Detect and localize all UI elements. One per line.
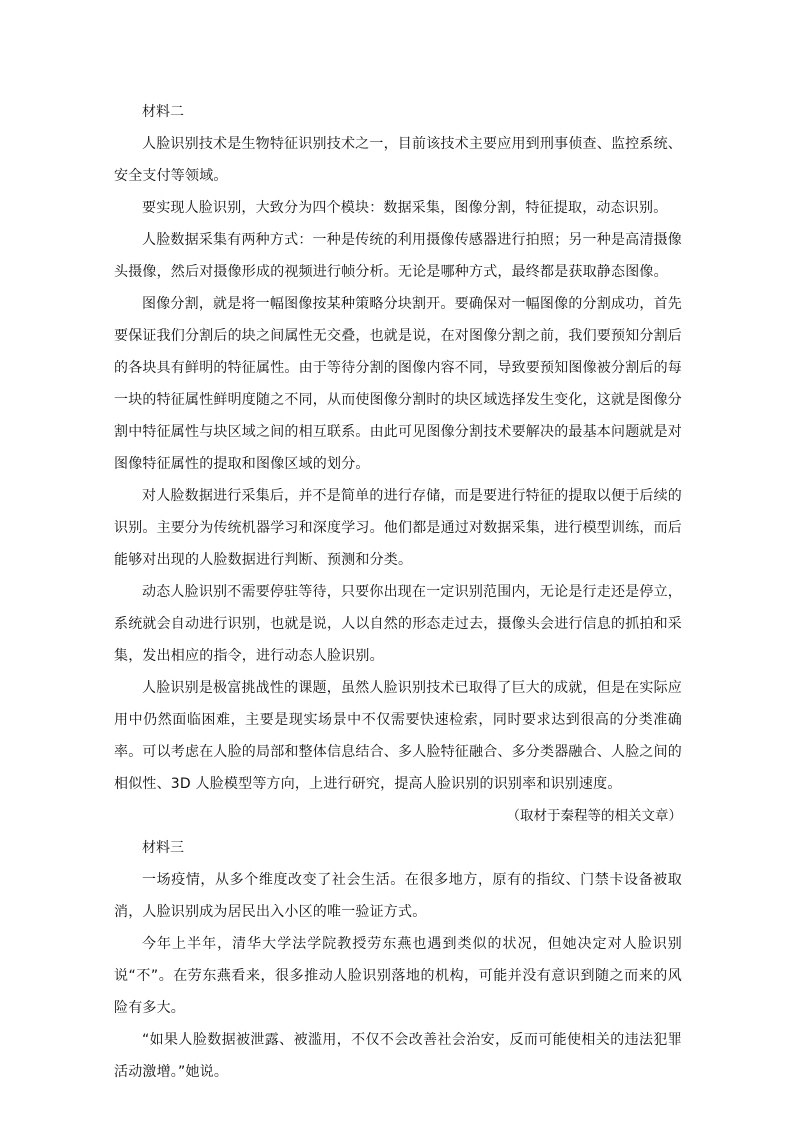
paragraph: 要实现人脸识别，大致分为四个模块：数据采集，图像分割，特征提取，动态识别。	[142, 200, 668, 216]
paragraph: 人脸数据采集有两种方式：一种是传统的利用摄像传感器进行拍照；另一种是高清摄像头摄像，然后对摄像形成的视频进行帧分析。无论是哪种方式，最终都是获取静态图像。	[114, 232, 682, 280]
material-three-section	[114, 832, 682, 1088]
paragraph: “如果人脸数据被泄露、被滥用，不仅不会改善社会治安，反而可能使相关的违法犯罪活动激增。”她说。	[114, 1032, 682, 1080]
paragraph: 一场疫情，从多个维度改变了社会生活。在很多地方，原有的指纹、门禁卡设备被取消，人脸识别成为居民出入小区的唯一验证方式。	[114, 872, 682, 920]
paragraph: 今年上半年，清华大学法学院教授劳东燕也遇到类似的状况，但她决定对人脸识别说“不”。在劳东燕看来，很多推动人脸识别落地的机构，可能并没有意识到随之而来的风险有多大。	[114, 936, 682, 1016]
paragraph: 人脸识别技术是生物特征识别技术之一，目前该技术主要应用到刑事侦查、监控系统、安全支付等领域。	[114, 136, 682, 184]
paragraph: 对人脸数据进行采集后，并不是简单的进行存储，而是要进行特征的提取以便于后续的识别。主要分为传统机器学习和深度学习。他们都是通过对数据采集，进行模型训练，而后能够对出现的人脸数据进行判断、预测和分类。	[114, 488, 682, 568]
paragraph: 人脸识别是极富挑战性的课题，虽然人脸识别技术已取得了巨大的成就，但是在实际应用中仍然面临困难，主要是现实场景中不仅需要快速检索，同时要求达到很高的分类准确率。可以考虑在人脸的局部和整体信息结合、多人脸特征融合、多分类器融合、人脸之间的相似性、3D 人脸模型等方向，上进行研究，提高人脸识别的识别率和识别速度。	[114, 680, 682, 792]
paragraph: 图像分割，就是将一幅图像按某种策略分块割开。要确保对一幅图像的分割成功，首先要保证我们分割后的块之间属性无交叠，也就是说，在对图像分割之前，我们要预知分割后的各块具有鲜明的特征属性。由于等待分割的图像内容不同，导致要预知图像被分割后的每一块的特征属性鲜明度随之不同，从而使图像分割时的块区域选择发生变化，这就是图像分割中特征属性与块区域之间的相互联系。由此可见图像分割技术要解决的最基本问题就是对图像特征属性的提取和图像区域的划分。	[114, 296, 682, 472]
source-note: （取材于秦程等的相关文章）	[506, 808, 682, 824]
material-three-title: 材料三	[142, 840, 184, 856]
document-page	[114, 96, 682, 1088]
material-two-title: 材料二	[142, 104, 184, 120]
material-two-section	[114, 96, 682, 832]
paragraph: 动态人脸识别不需要停驻等待，只要你出现在一定识别范围内，无论是行走还是停立，系统就会自动进行识别，也就是说，人以自然的形态走过去，摄像头会进行信息的抓拍和采集，发出相应的指令，进行动态人脸识别。	[114, 584, 682, 664]
